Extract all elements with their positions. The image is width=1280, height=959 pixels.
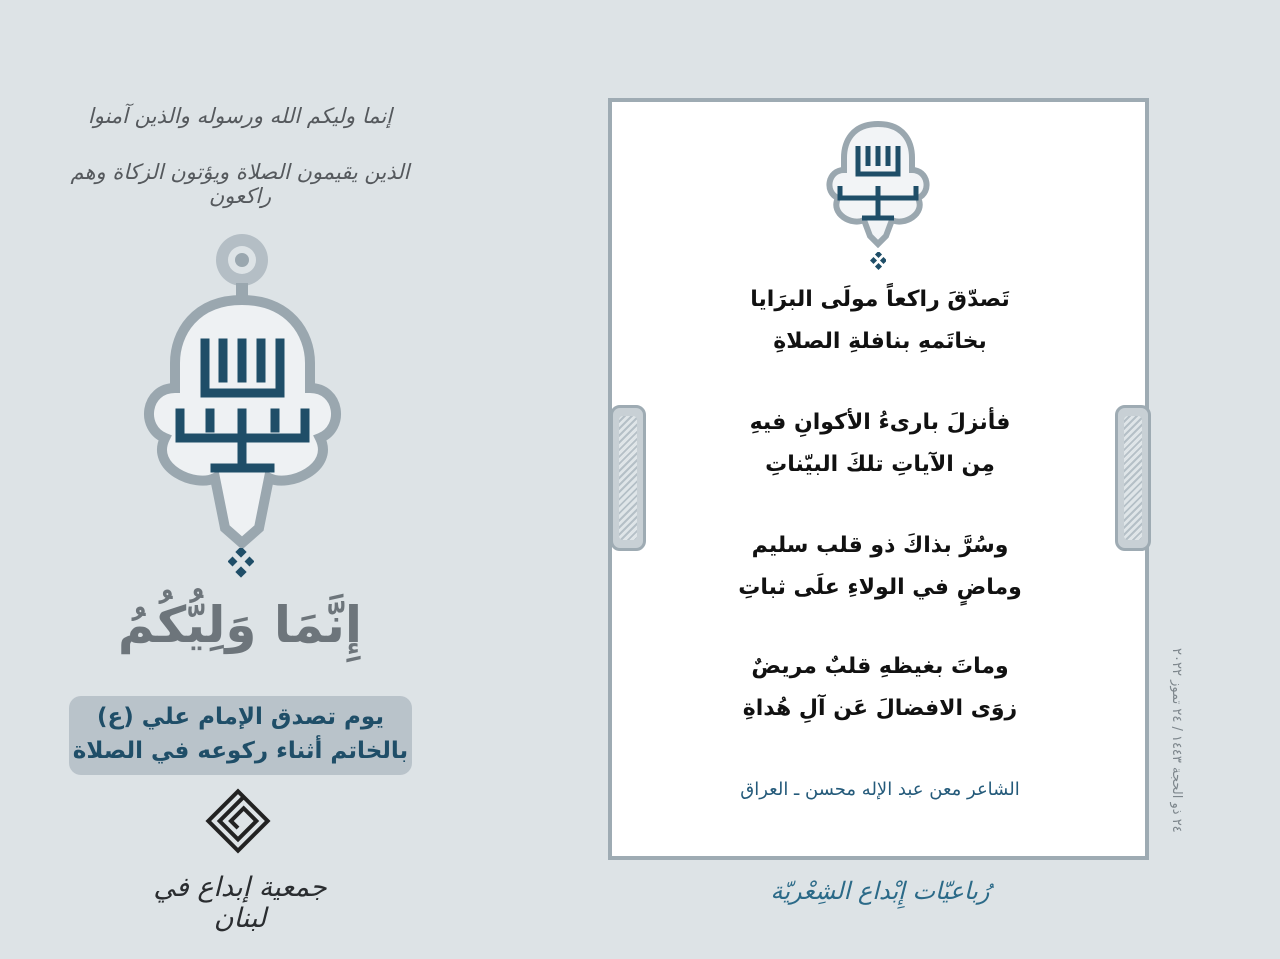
ornament-icon <box>216 234 268 301</box>
poem-stanza-4-line-2: زوَى الافضالَ عَن آلِ هُداةِ <box>742 696 1018 721</box>
poem-stanza-3-line-2: وماضٍ في الولاءِ علَى ثباتِ <box>738 575 1022 600</box>
square-kufic-logo-icon <box>205 788 271 854</box>
poet-credit: الشاعر معن عبد الإله محسن ـ العراق <box>740 779 1020 800</box>
poem-stanza-1-line-2: بخاتَمهِ بنافلةِ الصلاةِ <box>773 329 987 354</box>
headline-innama: إِنَّمَا وَلِيُّكُمُ <box>117 596 363 654</box>
kufic-emblem-icon <box>135 228 350 558</box>
poem-stanza-3-line-1: وسُرَّ بذاكَ ذو قلب سليم <box>751 533 1009 558</box>
poem-stanza-4-line-1: وماتَ بغيظهِ قلبٌ مريضٌ <box>751 654 1009 679</box>
organization-name: جمعية إبداع في لبنان <box>153 872 327 934</box>
diamond-ornament-icon <box>228 548 254 580</box>
date-label: ٢٤ ذو الحجة ١٤٤٣ / ٢٤ تموز ٢٠٢٢ <box>1169 647 1184 833</box>
series-title: رُباعيّات إِبْداع الشِعْريّة <box>770 877 990 905</box>
poem-stanza-1-line-1: تَصدّقَ راكعاً مولَى البرَايا <box>750 287 1010 312</box>
occasion-line-2: بالخاتم أثناء ركوعه في الصلاة <box>72 738 409 764</box>
poem-stanza-2-line-1: فأنزلَ بارىءُ الأكوانِ فيهِ <box>749 410 1011 435</box>
quran-verse-line-2: الذين يقيمون الصلاة ويؤتون الزكاة وهم راكعون <box>70 160 410 208</box>
card-kufic-emblem-icon <box>822 118 934 248</box>
occasion-box <box>69 696 412 775</box>
card-diamond-ornament-icon <box>870 252 886 272</box>
quran-verse-line-1: إنما وليكم الله ورسوله والذين آمنوا <box>87 104 393 128</box>
poem-stanza-2-line-2: مِن الآياتِ تلكَ البيّناتِ <box>765 452 995 477</box>
left-panel <box>0 0 480 959</box>
occasion-line-1: يوم تصدق الإمام علي (ع) <box>97 704 384 730</box>
right-side-ornament-tab <box>1115 405 1151 551</box>
